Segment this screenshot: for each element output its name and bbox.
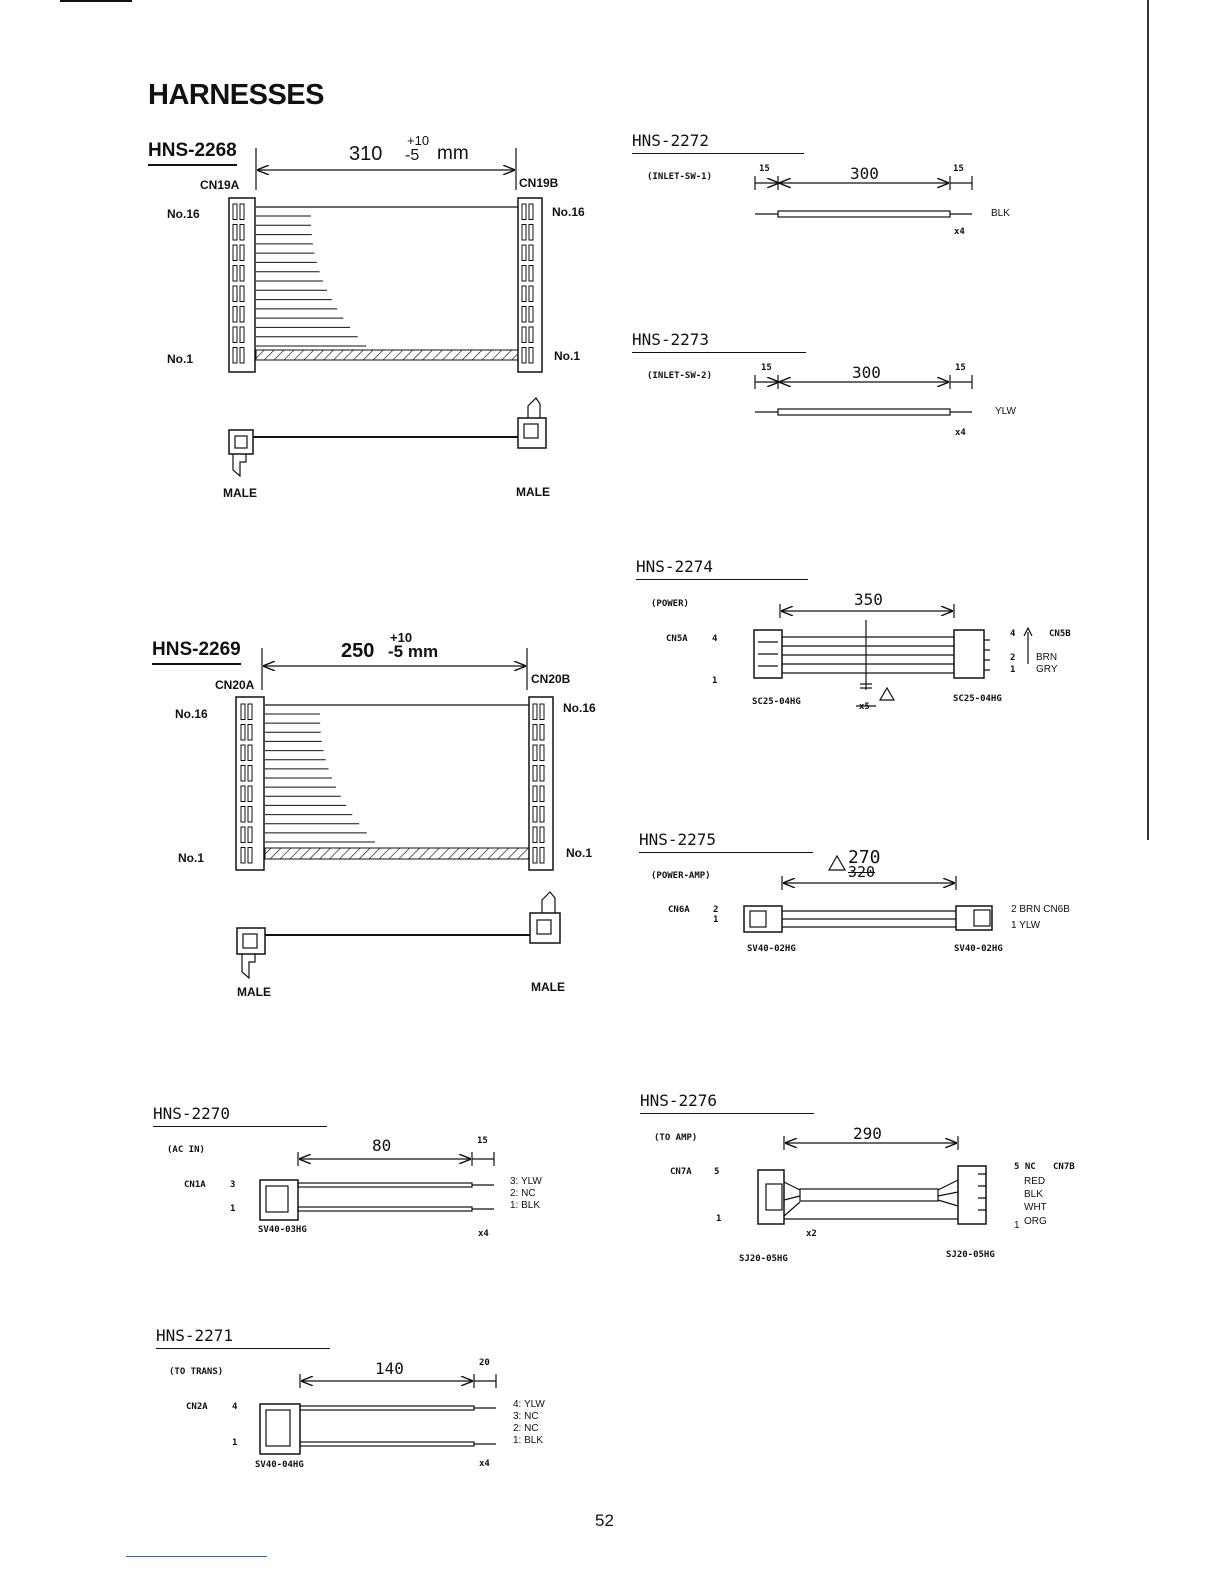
hns-2272-title: HNS-2272 bbox=[632, 131, 804, 154]
hns-2272-left-strip: 15 bbox=[759, 164, 770, 174]
hns-2276-left-part: SJ20-05HG bbox=[739, 1254, 788, 1264]
hns-2269-left-conn: CN20A bbox=[215, 678, 255, 692]
hns-2276-right-first: 5 NC bbox=[1014, 1162, 1036, 1172]
hns-2271-length: 140 bbox=[375, 1359, 404, 1378]
hns-2276-last-color: ORG bbox=[1024, 1216, 1047, 1227]
hns-2274-old-qty: x5 bbox=[859, 702, 870, 712]
hns-2274-right-pin-lo: 1 bbox=[1010, 665, 1016, 675]
hns-2269-tol-minus: -5 mm bbox=[388, 642, 439, 661]
hns-2274-color-1: BRN bbox=[1036, 652, 1058, 663]
hns-2275-left-conn: CN6A bbox=[668, 905, 690, 915]
hns-2275-left-part: SV40-02HG bbox=[747, 944, 796, 954]
hns-2268-pin-1-left: No.1 bbox=[167, 352, 194, 366]
hns-2268-title: HNS-2268 bbox=[148, 140, 237, 166]
hns-2271-title: HNS-2271 bbox=[156, 1326, 330, 1349]
hns-2273-length: 300 bbox=[852, 363, 881, 382]
hns-2268-pin-1-right: No.1 bbox=[554, 349, 581, 363]
hns-2276-color-2: BLK bbox=[1024, 1189, 1043, 1200]
hns-2274-pin-hi: 4 bbox=[712, 634, 718, 644]
hns-2276-length: 290 bbox=[853, 1124, 882, 1143]
hns-2276-left-conn: CN7A bbox=[670, 1167, 692, 1177]
hns-2276-color-1: RED bbox=[1024, 1176, 1046, 1187]
hns-2276-drawing bbox=[758, 1136, 986, 1224]
hns-2268-right-gender: MALE bbox=[516, 485, 550, 499]
hns-2276-pin-lo: 1 bbox=[716, 1214, 722, 1224]
hns-2268-pin-16-left: No.16 bbox=[167, 207, 200, 221]
hns-2269-pin-1-right: No.1 bbox=[566, 846, 593, 860]
hns-2276-right-part: SJ20-05HG bbox=[946, 1250, 995, 1260]
hns-2270-strip: 15 bbox=[477, 1136, 488, 1146]
hns-2274-length: 350 bbox=[854, 590, 883, 609]
hns-2268-length: 310 bbox=[349, 143, 383, 165]
hns-2269-pin-16-right: No.16 bbox=[563, 701, 596, 715]
hns-2269-pin-1-left: No.1 bbox=[178, 851, 205, 865]
hns-2276-pin-hi: 5 bbox=[714, 1167, 720, 1177]
hns-2270-part: SV40-03HG bbox=[258, 1225, 307, 1235]
hns-2270-length: 80 bbox=[372, 1136, 392, 1155]
hns-2268-tol-plus: +10 bbox=[407, 133, 430, 148]
hns-2272-length: 300 bbox=[850, 164, 879, 183]
hns-2273-right-strip: 15 bbox=[955, 363, 966, 373]
hns-2272-right-strip: 15 bbox=[953, 164, 964, 174]
hns-2269-pin-16-left: No.16 bbox=[175, 707, 208, 721]
hns-2273-color: YLW bbox=[995, 406, 1016, 417]
hns-2270-pin-hi: 3 bbox=[230, 1180, 236, 1190]
hns-2273-title: HNS-2273 bbox=[632, 330, 806, 353]
hns-2271-pin-lo: 1 bbox=[232, 1438, 238, 1448]
hns-2274-left-conn: CN5A bbox=[666, 634, 688, 644]
hns-2270-wire-1: 1: BLK bbox=[510, 1200, 541, 1211]
page-title: HARNESSES bbox=[148, 79, 324, 111]
hns-2274-left-part: SC25-04HG bbox=[752, 697, 801, 707]
hns-2269-right-conn: CN20B bbox=[531, 672, 571, 686]
hns-2271-drawing bbox=[260, 1374, 496, 1454]
hns-2271-wire-3: 3: NC bbox=[513, 1411, 539, 1422]
hns-2268-left-gender: MALE bbox=[223, 486, 257, 500]
hns-2275-sub: (POWER-AMP) bbox=[651, 871, 711, 881]
hns-2276-qty: x2 bbox=[806, 1229, 817, 1239]
hns-2274-pin-lo: 1 bbox=[712, 676, 718, 686]
hns-2276-color-3: WHT bbox=[1024, 1202, 1047, 1213]
hns-2274-right-conn: CN5B bbox=[1049, 629, 1071, 639]
hns-2270-sub: (AC IN) bbox=[167, 1145, 205, 1155]
hns-2271-wire-4: 4: YLW bbox=[513, 1399, 545, 1410]
hns-2274-right-pin-hi: 4 bbox=[1010, 629, 1016, 639]
page-number: 52 bbox=[595, 1511, 614, 1530]
hns-2272-sub: (INLET-SW-1) bbox=[647, 172, 713, 182]
hns-2274-right-pin-mid: 2 bbox=[1010, 653, 1016, 663]
hns-2269-right-gender: MALE bbox=[531, 980, 565, 994]
hns-2271-sub: (TO TRANS) bbox=[169, 1367, 224, 1377]
hns-2271-pin-hi: 4 bbox=[232, 1402, 238, 1412]
hns-2268-drawing bbox=[229, 148, 546, 476]
hns-2276-sub: (TO AMP) bbox=[654, 1133, 698, 1143]
hns-2275-pin-lo: 1 bbox=[713, 915, 719, 925]
hns-2276-right-conn: CN7B bbox=[1053, 1162, 1075, 1172]
hns-2271-strip: 20 bbox=[479, 1358, 490, 1368]
hns-2274-color-2: GRY bbox=[1036, 664, 1058, 675]
hns-2274-right-part: SC25-04HG bbox=[953, 694, 1002, 704]
hns-2270-title: HNS-2270 bbox=[153, 1104, 327, 1127]
hns-2271-wire-2: 2: NC bbox=[513, 1423, 539, 1434]
hns-2273-left-strip: 15 bbox=[761, 363, 772, 373]
hns-2272-color: BLK bbox=[991, 208, 1010, 219]
hns-2274-title: HNS-2274 bbox=[636, 557, 808, 580]
hns-2268-right-conn: CN19B bbox=[519, 176, 559, 190]
hns-2275-old-length: 320 bbox=[848, 863, 876, 881]
hns-2270-pin-lo: 1 bbox=[230, 1204, 236, 1214]
hns-2268-left-conn: CN19A bbox=[200, 178, 240, 192]
hns-2269-drawing bbox=[236, 648, 560, 978]
hns-2276-title: HNS-2276 bbox=[640, 1091, 814, 1114]
hns-2269-left-gender: MALE bbox=[237, 985, 271, 999]
hns-2268-pin-16-right: No.16 bbox=[552, 205, 585, 219]
hns-2270-qty: x4 bbox=[478, 1229, 489, 1239]
hns-2273-sub: (INLET-SW-2) bbox=[647, 371, 713, 381]
hns-2275-length: 270 bbox=[848, 847, 881, 868]
hns-2275-title: HNS-2275 bbox=[639, 830, 813, 853]
hns-2268-unit: mm bbox=[437, 143, 469, 164]
hns-2269-length: 250 bbox=[341, 640, 375, 662]
hns-2268-tol-minus: -5 bbox=[405, 147, 420, 164]
hns-2273-qty: x4 bbox=[955, 428, 966, 438]
hns-2271-conn: CN2A bbox=[186, 1402, 208, 1412]
hns-2269-tol-plus: +10 bbox=[390, 630, 413, 645]
hns-2271-wire-1: 1: BLK bbox=[513, 1435, 544, 1446]
hns-2270-wire-3: 3: YLW bbox=[510, 1176, 542, 1187]
hns-2269-title: HNS-2269 bbox=[152, 639, 241, 665]
hns-2270-conn: CN1A bbox=[184, 1180, 206, 1190]
hns-2275-right-line-1: 2 BRN CN6B bbox=[1011, 904, 1070, 915]
hns-2276-last-pin: 1 bbox=[1014, 1220, 1020, 1231]
hns-2274-drawing bbox=[754, 604, 1032, 706]
hns-2272-qty: x4 bbox=[954, 227, 965, 237]
hns-2270-wire-2: 2: NC bbox=[510, 1188, 536, 1199]
hns-2275-pin-hi: 2 bbox=[713, 905, 719, 915]
hns-2275-right-line-2: 1 YLW bbox=[1011, 920, 1041, 931]
hns-2274-sub: (POWER) bbox=[651, 599, 689, 609]
hns-2271-part: SV40-04HG bbox=[255, 1460, 304, 1470]
hns-2270-drawing bbox=[260, 1152, 494, 1220]
hns-2271-qty: x4 bbox=[479, 1459, 490, 1469]
hns-2275-right-part: SV40-02HG bbox=[954, 944, 1003, 954]
